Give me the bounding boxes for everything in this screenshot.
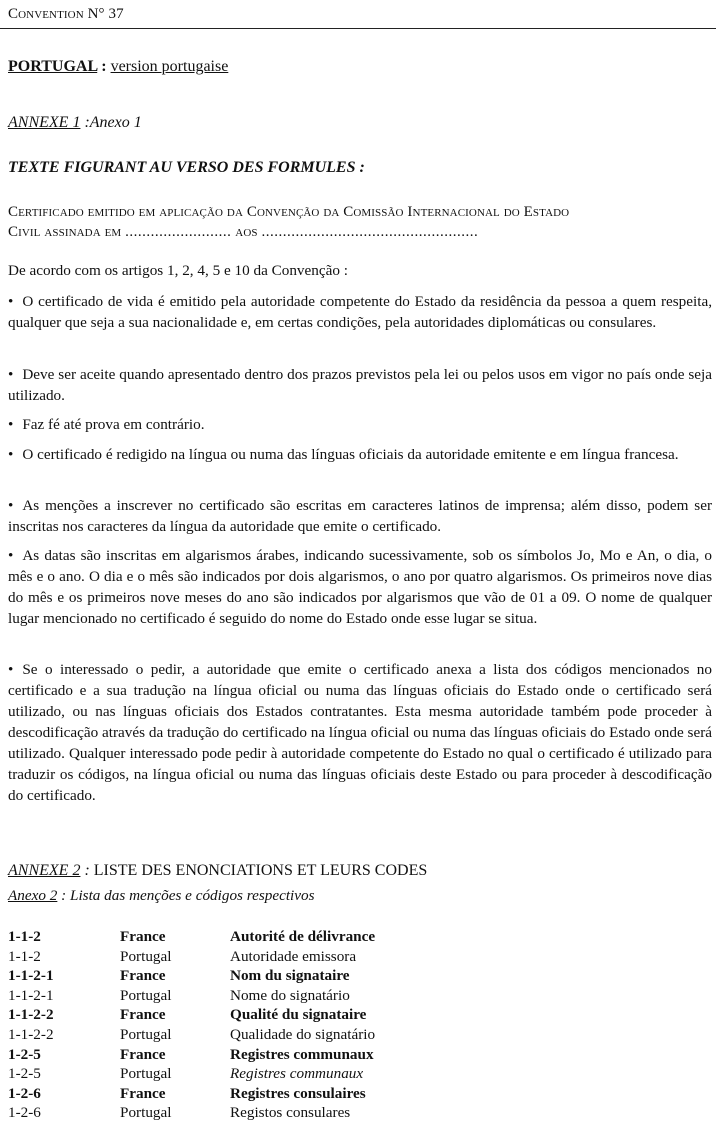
country-cell: France: [120, 1006, 166, 1024]
verso-heading: [8, 157, 712, 178]
bullet-marker: •: [8, 547, 14, 564]
code-cell: 1-2-5: [8, 1065, 41, 1083]
code-cell: 1-1-2: [8, 928, 41, 945]
code-row: [8, 1005, 712, 1025]
bullet-item: [8, 414, 712, 435]
label-cell: Registres consulaires: [230, 1084, 366, 1102]
bullet-item: [8, 659, 712, 806]
country-cell: France: [120, 1045, 166, 1063]
label-cell: Nom du signataire: [230, 967, 350, 985]
certificate-heading-aos: aos: [235, 224, 258, 240]
intro: [8, 260, 712, 281]
annex2-heading: [8, 860, 712, 881]
header-rule: [0, 28, 716, 29]
certificate-heading: [8, 202, 712, 242]
annex2-sep: :: [80, 862, 90, 879]
annex1-label: ANNEXE 1: [8, 114, 81, 131]
bullet-marker: •: [8, 293, 14, 310]
country-cell: France: [120, 1084, 166, 1102]
annex1-sep: :: [80, 114, 90, 131]
annex2-sub-label: Anexo 2: [8, 887, 58, 904]
code-row: [8, 986, 712, 1006]
bullet-marker: •: [8, 416, 14, 433]
code-row: [8, 947, 712, 967]
bullet-text: O certificado de vida é emitido pela autoridade competente do Estado da residência da pessoa a quem respeita, qualquer que seja a sua nacionalidade e, em certas condições, pela autoridades diplomáticas ou consulares.: [8, 293, 712, 331]
code-row: [8, 1064, 712, 1084]
country-cell: Portugal: [120, 986, 172, 1004]
codes-table: [8, 927, 712, 1123]
country-cell: France: [120, 928, 166, 945]
code-cell: 1-2-6: [8, 1084, 41, 1102]
label-cell: Registos consulares: [230, 1104, 351, 1122]
annex1-title: Anexo 1: [89, 114, 142, 131]
country-cell: Portugal: [120, 1104, 172, 1122]
code-row: [8, 1025, 712, 1045]
annex2-sub-title: Lista das menções e códigos respectivos: [70, 887, 315, 904]
intro-text: De acordo com os artigos 1, 2, 4, 5 e 10 da Convenção :: [8, 262, 348, 279]
code-row: [8, 927, 712, 947]
bullet-item: [8, 291, 712, 333]
bullet-text: Faz fé até prova em contrário.: [22, 416, 205, 433]
code-cell: 1-1-2-2: [8, 1006, 54, 1024]
code-row: [8, 966, 712, 986]
label-cell: Registres communaux: [230, 1065, 364, 1083]
place-blank: ...................................................: [261, 224, 479, 240]
country-cell: France: [120, 967, 166, 985]
label-cell: Autoridade emissora: [230, 947, 357, 965]
bullet-text: Se o interessado o pedir, a autoridade que emite o certificado anexa a lista dos códigos mencionados no certificado e a sua tradução na língua oficial ou numa das línguas oficiais do Estado onde o certificado será utilizado, ou nas línguas oficiais dos Estados contratantes. Esta mesma autoridade também pode proceder à descodificação através da tradução do certificado na língua oficial ou numa das línguas oficiais do Estado onde será utilizado. Qualquer interessado pode pedir à autoridade competente do Estado no qual o certificado é utilizado para traduzir os códigos, na língua oficial ou numa das línguas oficiais deste Estado ou para proceder à descodificação do certificado.: [8, 661, 712, 804]
certificate-heading-line2: Civil assinada em: [8, 224, 122, 240]
bullet-text: O certificado é redigido na língua ou numa das línguas oficiais da autoridade emitente e em língua francesa.: [22, 446, 679, 463]
bullet-marker: •: [8, 366, 14, 383]
country-version: version portugaise: [110, 58, 229, 75]
label-cell: Autorité de délivrance: [230, 928, 376, 945]
bullet-marker: •: [8, 497, 14, 514]
bullet-text: As menções a inscrever no certificado são escritas em caracteres latinos de imprensa; além disso, podem ser inscritas nos caracteres da língua da autoridade que emite o certificado.: [8, 497, 712, 535]
code-row: [8, 1103, 712, 1123]
label-cell: Registres communaux: [230, 1045, 374, 1063]
annex2-sub-sep: :: [57, 887, 70, 904]
country-cell: Portugal: [120, 1065, 172, 1083]
country-name: PORTUGAL: [8, 58, 98, 75]
code-cell: 1-2-5: [8, 1045, 41, 1063]
bullet-text: As datas são inscritas em algarismos árabes, indicando sucessivamente, sob os símbolos Jo, Mo e An, o dia, o mês e o ano. O dia e o mês são indicados por dois algarismos, o ano por quatro algarismos. Os primeiros nove dias do mês e os primeiros nove meses do ano são indicados por algarismos que vão de 01 a 09. O nome de qualquer lugar mencionado no certificado é seguido do nome do Estado onde esse lugar se situa.: [8, 547, 712, 627]
country-heading: [8, 56, 712, 77]
country-cell: Portugal: [120, 947, 172, 965]
certificate-heading-line1: Certificado emitido em aplicação da Convenção da Comissão Internacional do Estado: [8, 204, 570, 220]
country-cell: Portugal: [120, 1025, 172, 1043]
code-cell: 1-1-2-1: [8, 967, 54, 985]
bullet-marker: •: [8, 446, 14, 463]
label-cell: Qualité du signataire: [230, 1006, 367, 1024]
bullet-item: [8, 364, 712, 406]
verso-heading-text: TEXTE FIGURANT AU VERSO DES FORMULES :: [8, 159, 365, 176]
bullet-marker: •: [8, 661, 14, 678]
annex2-label: ANNEXE 2: [8, 862, 81, 879]
code-cell: 1-2-6: [8, 1104, 41, 1122]
code-row: [8, 1045, 712, 1065]
bullet-item: [8, 495, 712, 537]
code-cell: 1-1-2: [8, 947, 41, 965]
bullet-item: [8, 545, 712, 629]
annex1-heading: [8, 112, 712, 133]
code-cell: 1-1-2-2: [8, 1025, 54, 1043]
label-cell: Nome do signatário: [230, 986, 350, 1004]
code-cell: 1-1-2-1: [8, 986, 54, 1004]
date-blank: .........................: [125, 224, 232, 240]
bullet-text: Deve ser aceite quando apresentado dentro dos prazos previstos pela lei ou pelos usos em vigor no país onde seja utilizado.: [8, 366, 712, 404]
country-sep: :: [97, 58, 111, 75]
annex2-subheading: [8, 885, 712, 906]
bullet-item: [8, 444, 712, 465]
annex2-title: LISTE DES ENONCIATIONS ET LEURS CODES: [93, 862, 428, 879]
code-row: [8, 1084, 712, 1104]
page-header: Convention N° 37: [8, 6, 124, 22]
label-cell: Qualidade do signatário: [230, 1025, 376, 1043]
